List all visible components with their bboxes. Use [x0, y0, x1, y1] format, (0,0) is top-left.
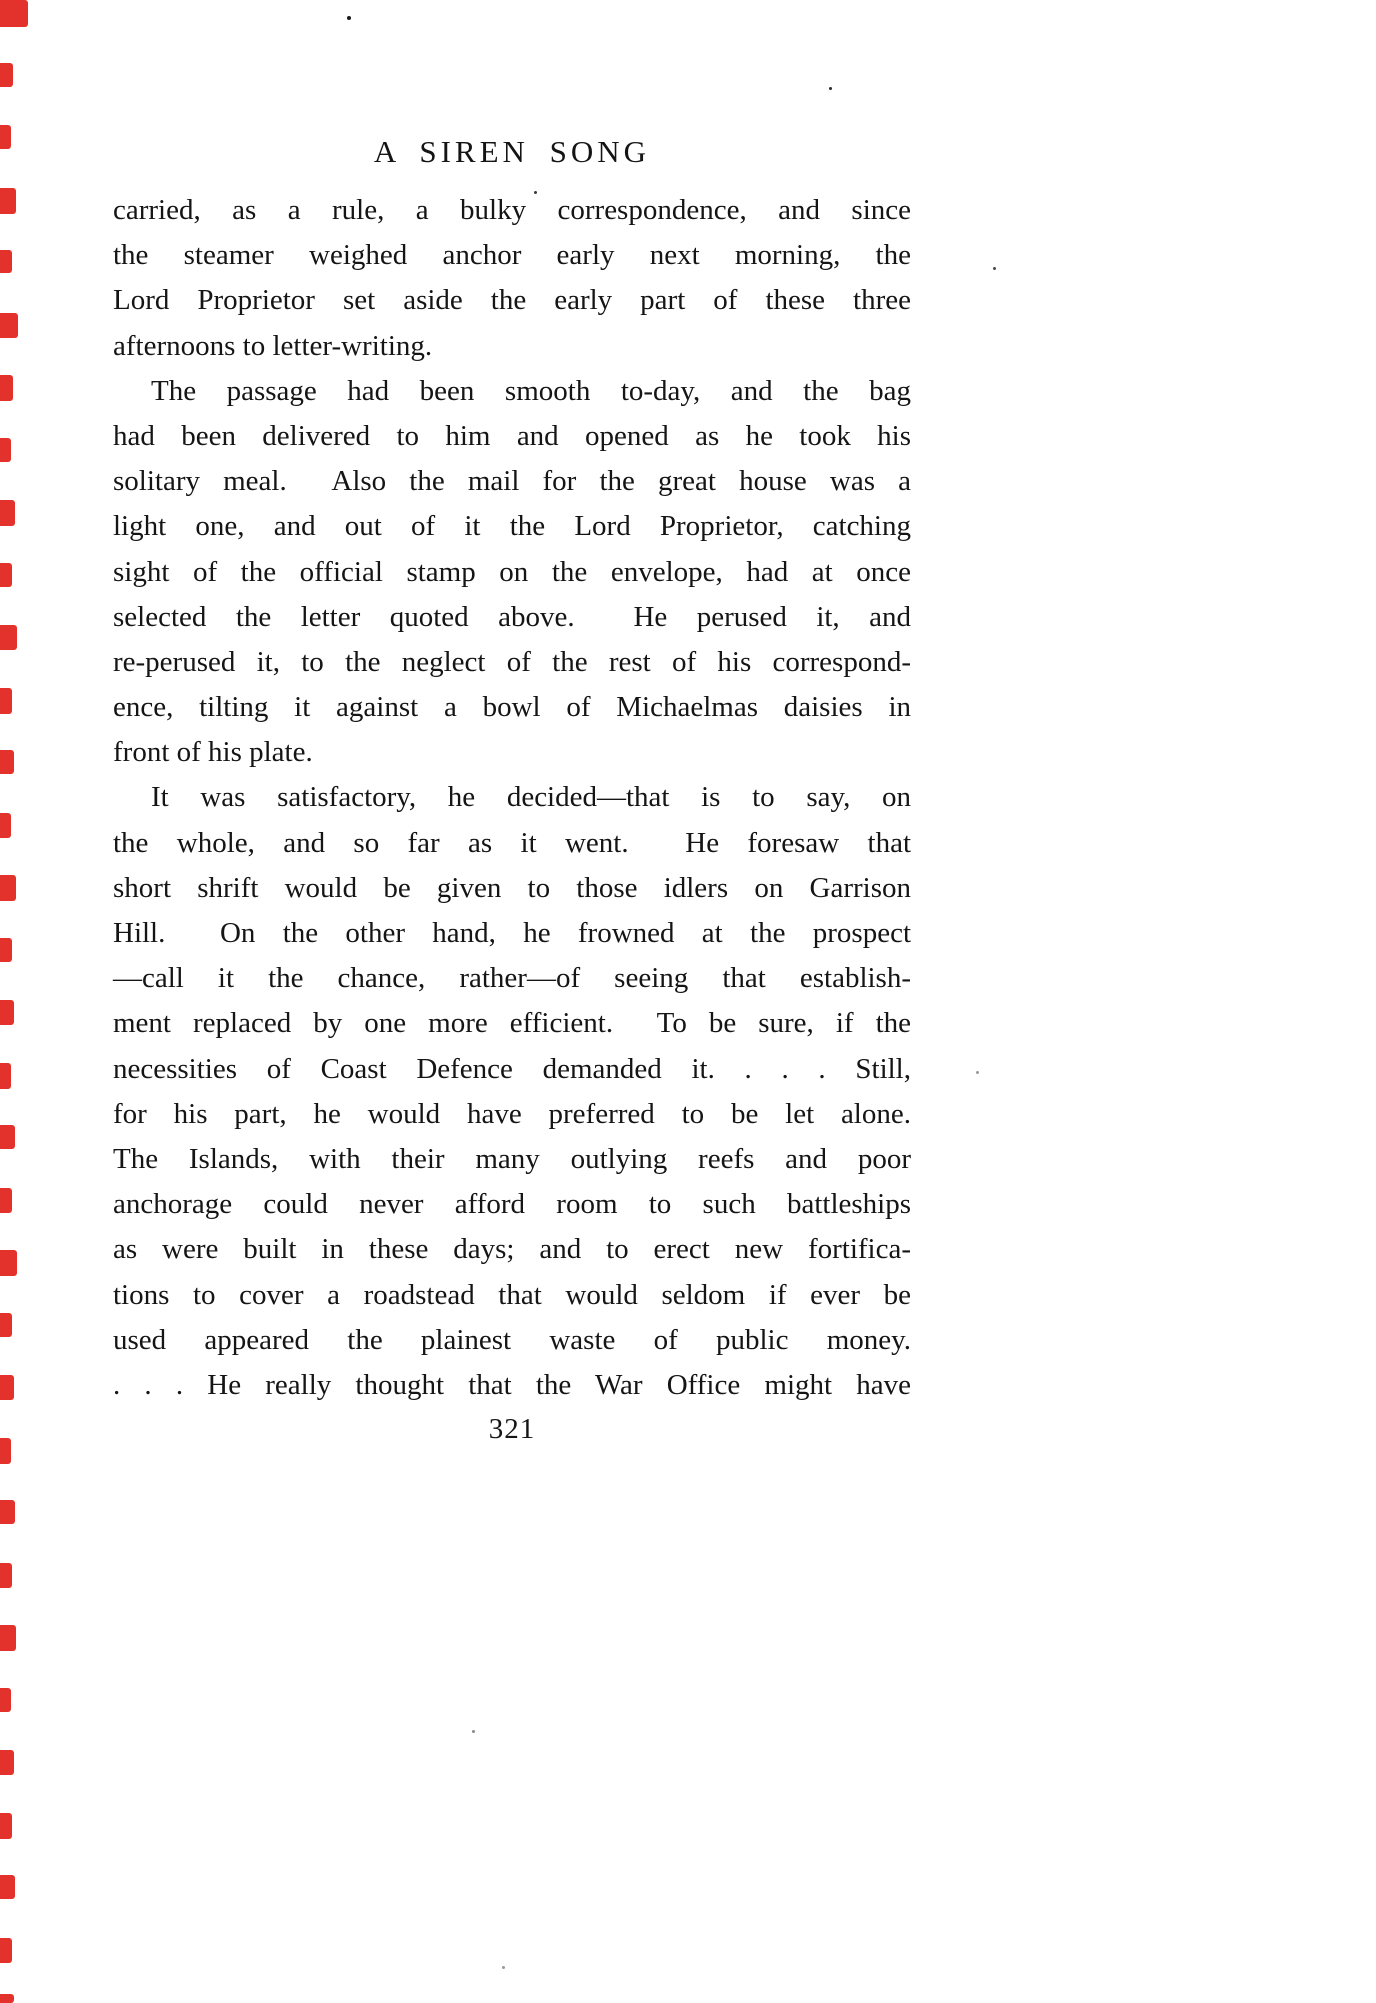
- text-line: afternoons to letter-writing.: [113, 329, 433, 362]
- red-edge-mark: [0, 1994, 14, 2003]
- text-line: selected the letter quoted above. He perused it, and: [113, 600, 911, 633]
- red-edge-mark: [0, 1313, 12, 1337]
- text-line: the steamer weighed anchor early next morning, the: [113, 239, 911, 272]
- red-edge-mark: [0, 1563, 12, 1588]
- text-line: light one, and out of it the Lord Proprietor, catching: [113, 510, 911, 543]
- text-line: The Islands, with their many outlying reefs and poor: [113, 1142, 911, 1175]
- text-line: solitary meal. Also the mail for the great house was a: [113, 465, 911, 498]
- red-edge-mark: [0, 1000, 14, 1025]
- red-edge-mark: [0, 1438, 11, 1464]
- text-line: the whole, and so far as it went. He foresaw that: [113, 826, 911, 859]
- red-edge-mark: [0, 563, 12, 587]
- red-edge-mark: [0, 0, 28, 27]
- red-edge-mark: [0, 1250, 17, 1276]
- red-edge-mark: [0, 1375, 14, 1400]
- text-line: front of his plate.: [113, 736, 313, 769]
- text-line: It was satisfactory, he decided—that is to say, on: [151, 781, 911, 814]
- red-edge-mark: [0, 63, 13, 87]
- page-number: 321: [488, 1413, 536, 1445]
- red-edge-mark: [0, 688, 12, 714]
- left-edge-marks: [0, 0, 40, 2003]
- red-edge-mark: [0, 1500, 15, 1524]
- text-line: as were built in these days; and to erect new fortifica-: [113, 1233, 911, 1266]
- red-edge-mark: [0, 500, 15, 526]
- red-edge-mark: [0, 1125, 15, 1149]
- text-line: had been delivered to him and opened as he took his: [113, 419, 911, 452]
- text-line: carried, as a rule, a bulky correspondence, and since: [113, 194, 911, 226]
- text-line: Lord Proprietor set aside the early part of these three: [113, 284, 911, 317]
- red-edge-mark: [0, 1625, 16, 1651]
- scan-speck: [347, 16, 351, 20]
- red-edge-mark: [0, 1813, 12, 1839]
- scan-speck: [829, 87, 832, 90]
- red-edge-mark: [0, 188, 16, 214]
- text-line: re-perused it, to the neglect of the rest of his correspond-: [113, 645, 911, 678]
- red-edge-mark: [0, 250, 12, 273]
- body-text: [113, 188, 911, 1408]
- red-edge-mark: [0, 1688, 11, 1712]
- text-line: for his part, he would have preferred to be let alone.: [113, 1097, 911, 1130]
- text-line: Hill. On the other hand, he frowned at the prospect: [113, 917, 911, 949]
- red-edge-mark: [0, 1188, 12, 1213]
- text-line: necessities of Coast Defence demanded it. . . . Still,: [113, 1052, 911, 1085]
- text-line: tions to cover a roadstead that would seldom if ever be: [113, 1278, 911, 1311]
- chapter-title: A SIREN SONG: [373, 134, 651, 169]
- text-line: —call it the chance, rather—of seeing that establish-: [113, 962, 911, 995]
- red-edge-mark: [0, 1938, 12, 1963]
- text-line: used appeared the plainest waste of public money.: [113, 1323, 911, 1356]
- scan-speck: [472, 1730, 475, 1733]
- red-edge-mark: [0, 313, 18, 338]
- scan-speck: [502, 1966, 505, 1969]
- scan-speck: [976, 1071, 979, 1074]
- red-edge-mark: [0, 438, 11, 462]
- red-edge-mark: [0, 938, 12, 962]
- red-edge-mark: [0, 1063, 11, 1089]
- text-line: sight of the official stamp on the envelope, had at once: [113, 555, 911, 588]
- text-line: The passage had been smooth to-day, and the bag: [151, 374, 911, 407]
- red-edge-mark: [0, 375, 13, 401]
- text-line: short shrift would be given to those idlers on Garrison: [113, 871, 911, 904]
- red-edge-mark: [0, 875, 16, 901]
- red-edge-mark: [0, 625, 17, 650]
- red-edge-mark: [0, 1750, 14, 1775]
- text-line: anchorage could never afford room to such battleships: [113, 1188, 911, 1221]
- text-line: ment replaced by one more efficient. To be sure, if the: [113, 1007, 911, 1040]
- red-edge-mark: [0, 750, 14, 774]
- red-edge-mark: [0, 1875, 15, 1899]
- red-edge-mark: [0, 813, 11, 838]
- scan-speck: [993, 267, 996, 270]
- text-line: ence, tilting it against a bowl of Michaelmas daisies in: [113, 691, 911, 724]
- red-edge-mark: [0, 125, 11, 149]
- scan-speck: [534, 191, 537, 194]
- text-line: . . . He really thought that the War Office might have: [113, 1368, 911, 1401]
